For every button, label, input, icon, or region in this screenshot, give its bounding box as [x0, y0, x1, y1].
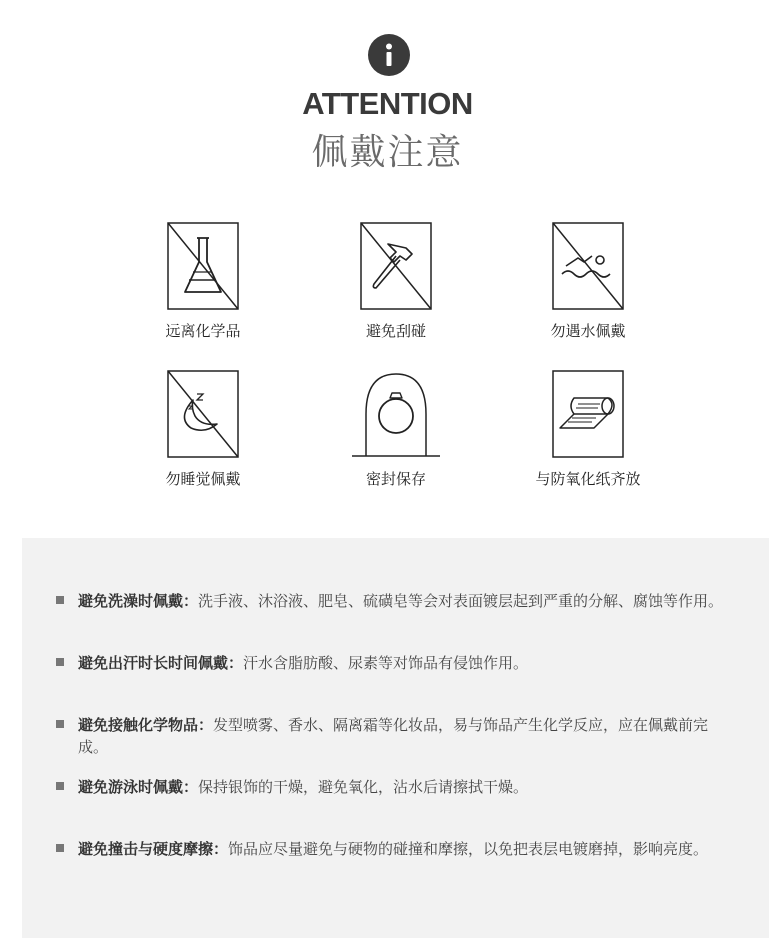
icon-tile-scratch	[306, 222, 486, 352]
note-impact	[78, 838, 738, 860]
icon-tile-water	[498, 222, 678, 352]
icon-caption: 密封保存	[365, 470, 426, 488]
note-chemicals	[78, 714, 738, 758]
icon-tile-sealed	[306, 370, 486, 500]
flask-icon	[167, 222, 239, 312]
icon-tile-sleep	[113, 370, 293, 500]
note-label: 避免接触化学物品：	[78, 716, 214, 734]
hammer-icon	[360, 222, 432, 312]
note-label: 避免洗澡时佩戴：	[78, 592, 199, 610]
note-label: 避免撞击与硬度摩擦：	[78, 840, 229, 858]
info-icon	[368, 34, 410, 76]
bullet-square	[56, 658, 64, 666]
icon-caption: 远离化学品	[165, 322, 241, 340]
note-label: 避免游泳时佩戴：	[78, 778, 199, 796]
care-notes-panel	[22, 538, 769, 938]
icon-caption: 与防氧化纸齐放	[535, 470, 641, 488]
note-text: 发型喷雾、香水、隔离霜等化妆品，易与饰品产生化学反应，应在佩戴前完成。	[78, 716, 709, 756]
note-sweating	[78, 652, 738, 674]
note-text: 洗手液、沐浴液、肥皂、硫磺皂等会对表面镀层起到严重的分解、腐蚀等作用。	[198, 592, 724, 610]
icon-caption: 勿睡觉佩戴	[165, 470, 241, 488]
icon-tile-antioxidant-paper	[498, 370, 678, 500]
bullet-square	[56, 720, 64, 728]
title-chinese: 佩戴注意	[311, 132, 464, 173]
icon-caption: 避免刮碰	[365, 322, 426, 340]
note-swimming	[78, 776, 738, 798]
note-text: 饰品应尽量避免与硬物的碰撞和摩擦，以免把表层电镀磨掉，影响亮度。	[228, 840, 709, 858]
note-label: 避免出汗时长时间佩戴：	[78, 654, 244, 672]
bullet-square	[56, 596, 64, 604]
bullet-square	[56, 782, 64, 790]
paper-roll-icon	[552, 370, 624, 460]
sleep-icon	[167, 370, 239, 460]
note-bathing	[78, 590, 738, 612]
title-english: ATTENTION	[302, 86, 473, 121]
note-text: 保持银饰的干燥，避免氧化，沾水后请擦拭干燥。	[198, 778, 529, 796]
icon-tile-chemicals	[113, 222, 293, 352]
swimmer-icon	[552, 222, 624, 312]
bullet-square	[56, 844, 64, 852]
ring-box-icon	[350, 370, 442, 460]
icon-caption: 勿遇水佩戴	[550, 322, 626, 340]
note-text: 汗水含脂肪酸、尿素等对饰品有侵蚀作用。	[243, 654, 529, 672]
